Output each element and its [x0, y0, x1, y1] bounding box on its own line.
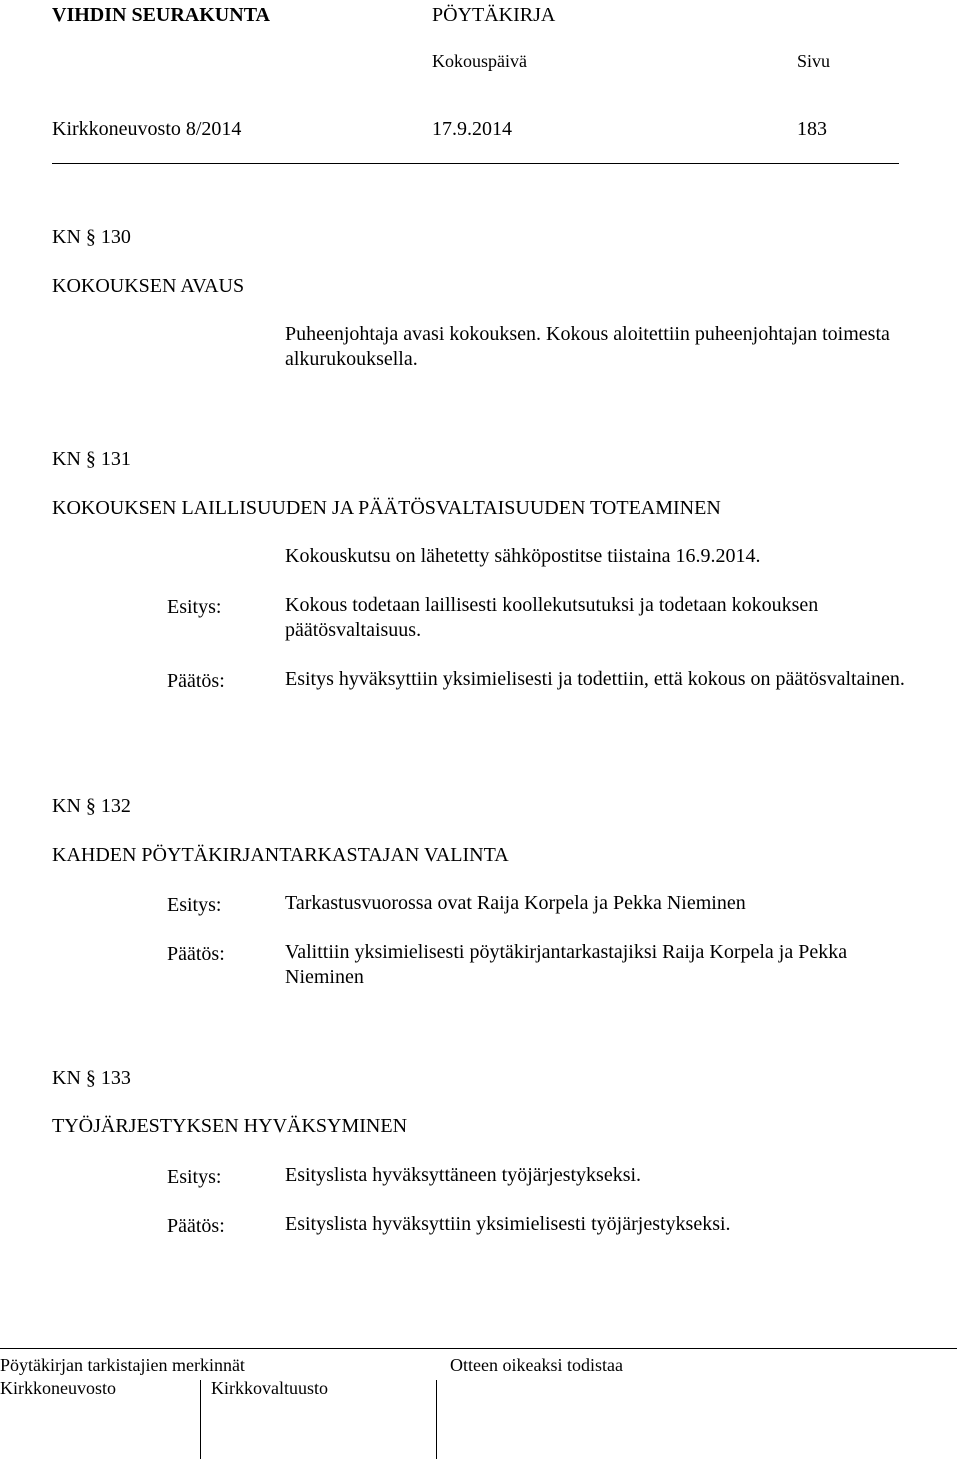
proposal-text: Tarkastusvuorossa ovat Raija Korpela ja Pekka Nieminen — [285, 892, 746, 914]
section-title: KOKOUKSEN LAILLISUUDEN JA PÄÄTÖSVALTAISUUDEN TOTEAMINEN — [52, 497, 721, 519]
section-number: KN § 133 — [52, 1067, 131, 1089]
meeting-date: 17.9.2014 — [432, 118, 512, 140]
section-number: KN § 130 — [52, 226, 131, 248]
proposal-text: Kokous todetaan laillisesti koollekutsutuksi ja todetaan kokouksen päätösvaltaisuus. — [285, 594, 819, 641]
section-number: KN § 131 — [52, 448, 131, 470]
signature-divider — [436, 1380, 437, 1459]
decision-label: Päätös: — [167, 670, 225, 692]
parish-assembly-label: Kirkkovaltuusto — [211, 1378, 328, 1398]
section-title: KAHDEN PÖYTÄKIRJANTARKASTAJAN VALINTA — [52, 844, 509, 866]
proposal-label: Esitys: — [167, 894, 222, 916]
page-number: 183 — [797, 118, 827, 140]
date-label: Kokouspäivä — [432, 51, 527, 71]
document-type: PÖYTÄKIRJA — [432, 4, 556, 26]
proposal-label: Esitys: — [167, 1166, 222, 1188]
meeting-name: Kirkkoneuvosto 8/2014 — [52, 118, 242, 140]
footer-divider — [0, 1348, 957, 1349]
decision-label: Päätös: — [167, 1215, 225, 1237]
page-label: Sivu — [797, 51, 831, 71]
header-divider — [52, 163, 899, 164]
proposal-text: Esityslista hyväksyttäneen työjärjestykseksi. — [285, 1164, 642, 1186]
section-intro: Kokouskutsu on lähetetty sähköpostitse tiistaina 16.9.2014. — [285, 545, 761, 567]
section-number: KN § 132 — [52, 795, 131, 817]
decision-label: Päätös: — [167, 943, 225, 965]
certified-label: Otteen oikeaksi todistaa — [450, 1355, 623, 1375]
church-council-label: Kirkkoneuvosto — [0, 1378, 116, 1398]
inspectors-label: Pöytäkirjan tarkistajien merkinnät — [0, 1355, 245, 1375]
proposal-label: Esitys: — [167, 596, 222, 618]
decision-text: Esitys hyväksyttiin yksimielisesti ja todettiin, että kokous on päätösvaltainen. — [285, 668, 905, 690]
section-title: TYÖJÄRJESTYKSEN HYVÄKSYMINEN — [52, 1115, 408, 1137]
organization-name: VIHDIN SEURAKUNTA — [52, 4, 270, 26]
decision-text: Valittiin yksimielisesti pöytäkirjantarkastajiksi Raija Korpela ja Pekka Nieminen — [285, 941, 848, 988]
decision-text: Esityslista hyväksyttiin yksimielisesti työjärjestykseksi. — [285, 1213, 731, 1235]
section-title: KOKOUKSEN AVAUS — [52, 275, 245, 297]
section-intro: Puheenjohtaja avasi kokouksen. Kokous aloitettiin puheenjohtajan toimesta alkurukouksella. — [285, 323, 890, 370]
signature-divider — [200, 1380, 201, 1459]
